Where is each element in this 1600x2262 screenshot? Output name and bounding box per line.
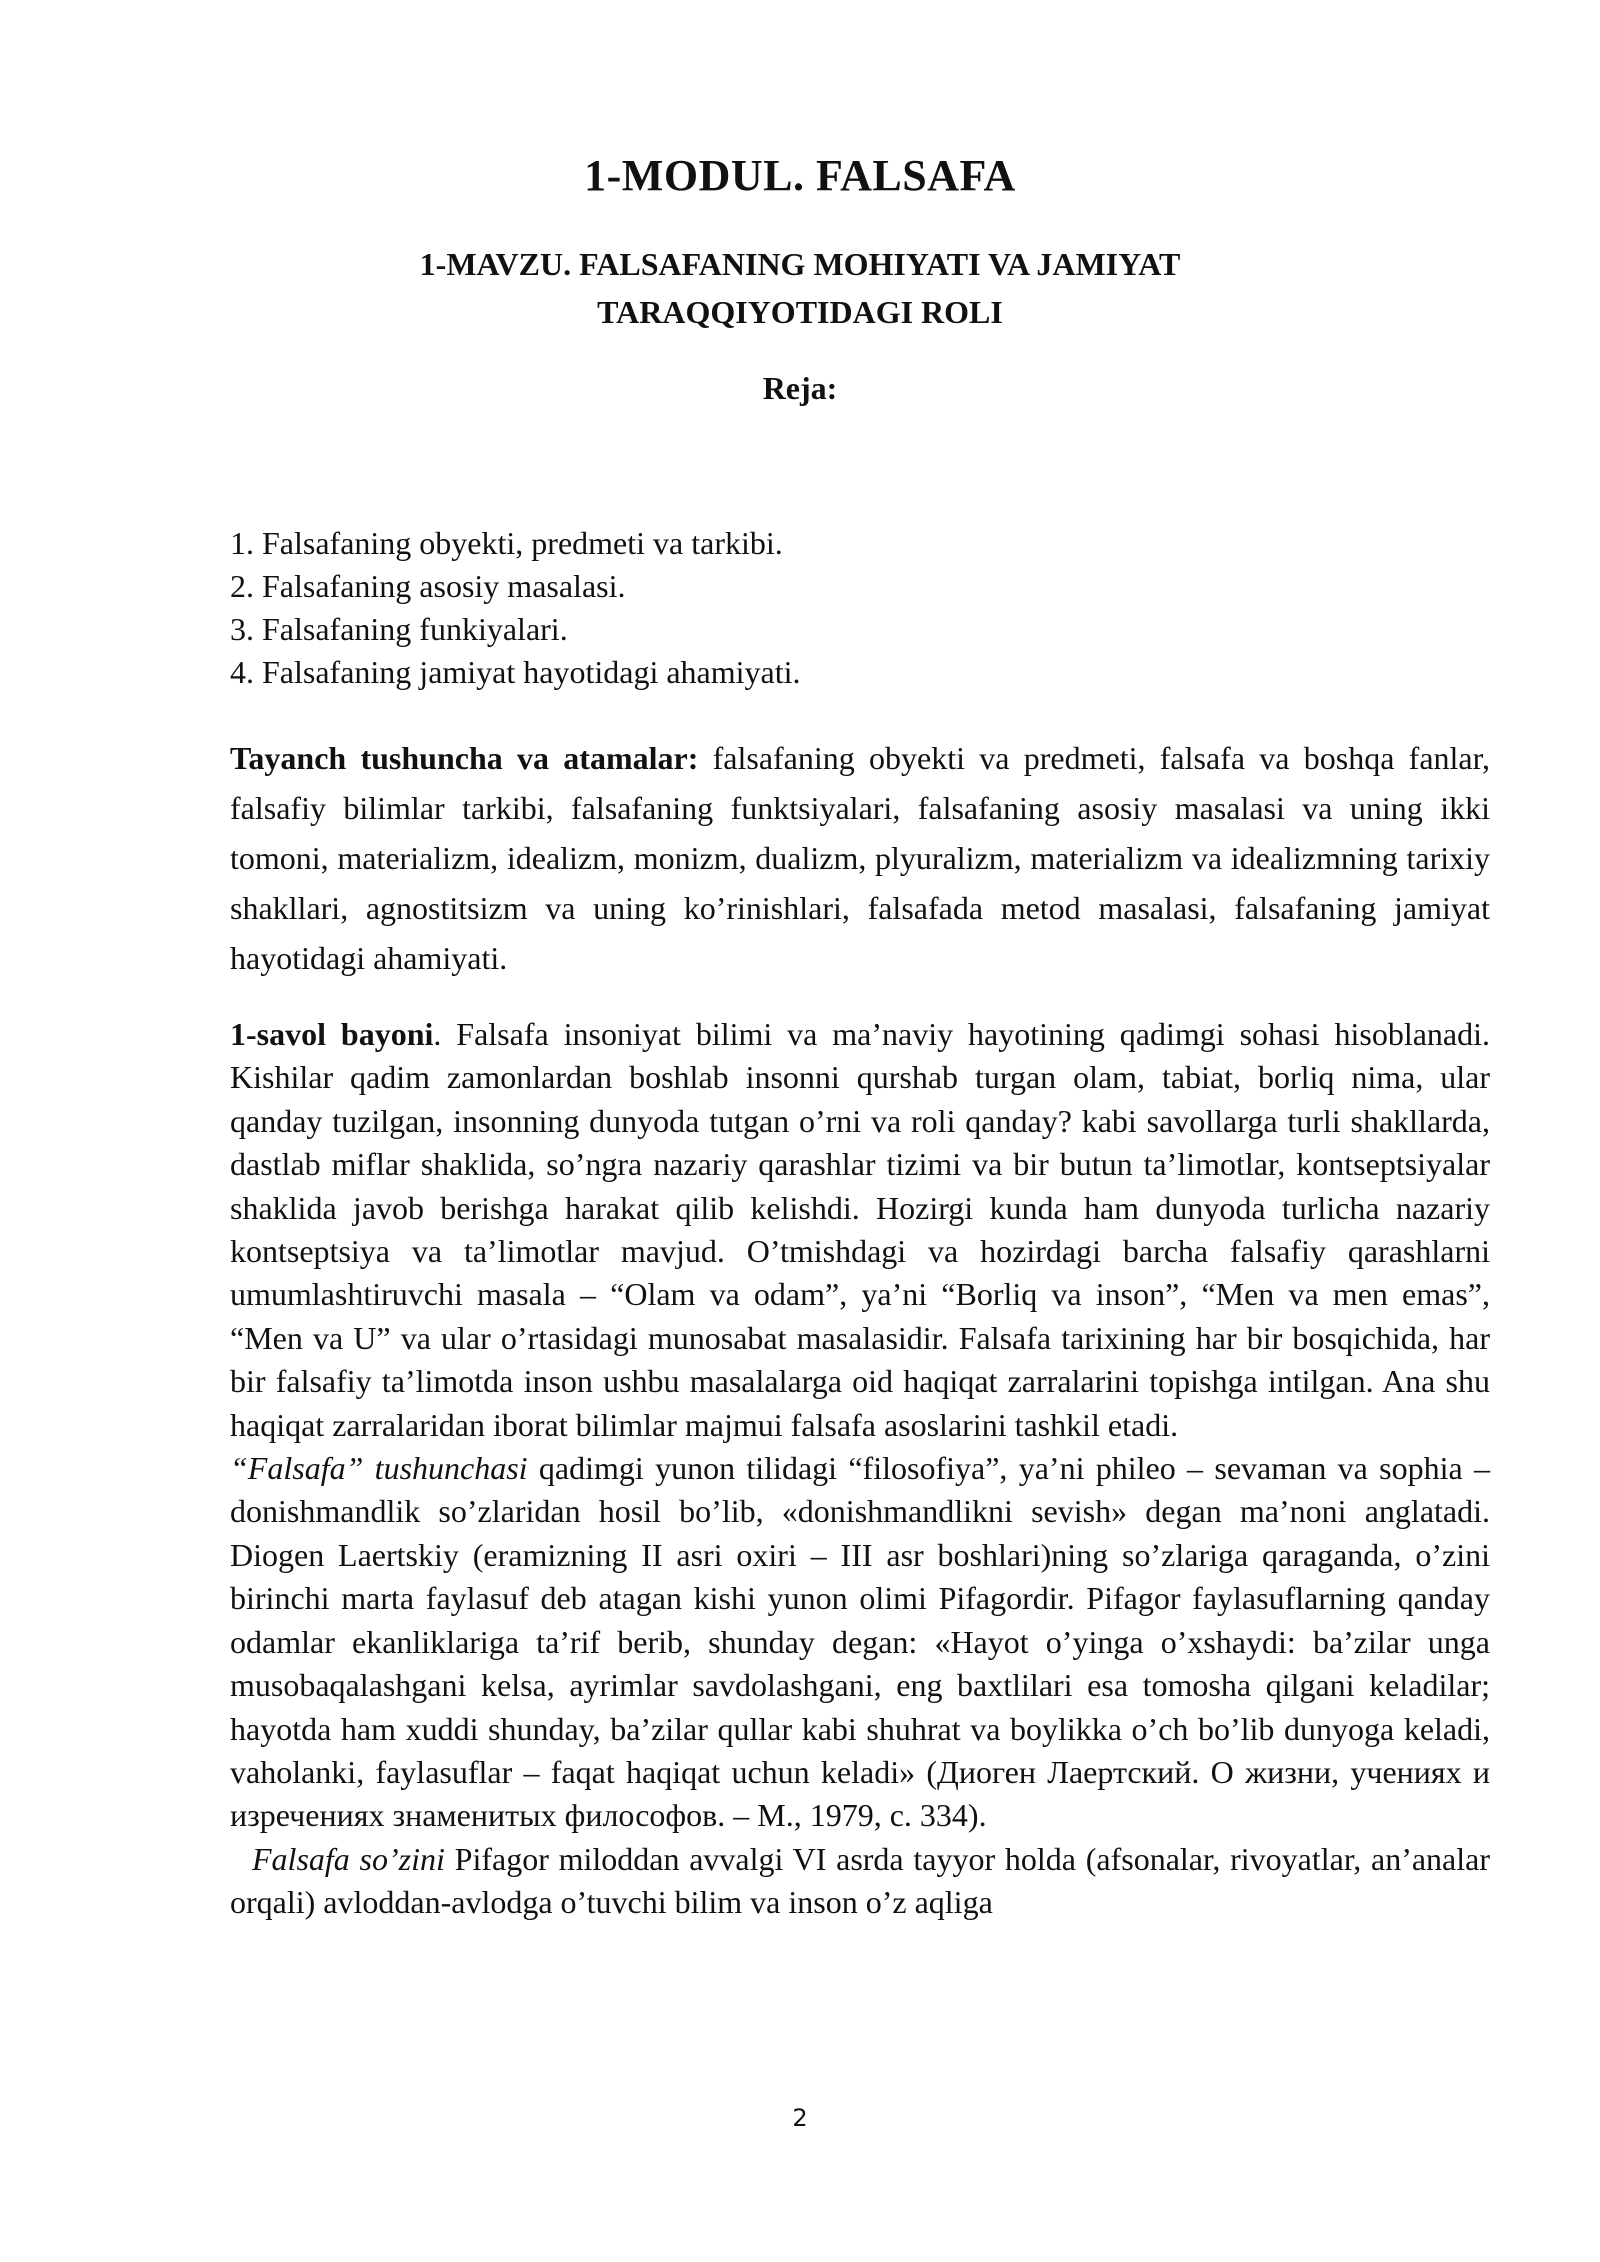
topic-title-line1: 1-MAVZU. FALSAFANING MOHIYATI VA JAMIYAT: [419, 246, 1181, 282]
topic-title: [0, 240, 1600, 336]
module-title: 1-MODUL. FALSAFA: [584, 151, 1016, 200]
page-number: 2: [792, 2104, 808, 2132]
section-1-block: [230, 1013, 1490, 1925]
falsafa-word-term: Falsafa so’zini: [252, 1840, 445, 1877]
plan-item: 3. Falsafaning funkiyalari.: [230, 611, 568, 647]
section-1-paragraph: [230, 1013, 1490, 1447]
falsafa-word-paragraph: [230, 1838, 1490, 1925]
keywords-text: falsafaning obyekti va predmeti, falsafa va boshqa fanlar, falsafiy bilimlar tarkibi, falsafaning funktsiyalari, falsafaning asosiy masalasi va uning ikki tomoni, materializm, idealizm, monizm, dualizm, plyuralizm, materializm va idealizmning tarixiy shakllari, agnostitsizm va uning ko’rinishlari, falsafada metod masalasi, falsafaning jamiyat hayotidagi ahamiyati.: [230, 740, 1491, 976]
plan-item: 1. Falsafaning obyekti, predmeti va tarkibi.: [230, 525, 783, 561]
falsafa-concept-paragraph: [230, 1447, 1490, 1838]
falsafa-concept-term: “Falsafa” tushunchasi: [230, 1450, 528, 1487]
section-1-text: . Falsafa insoniyat bilimi va ma’naviy hayotining qadimgi sohasi hisoblanadi. Kishilar qadim zamonlardan boshlab insonni qurshab turgan olam, tabiat, borliq nima, ular qanday tuzilgan, insonning dunyoda tutgan o’rni va roli qanday? kabi savollarga turli shakllarda, dastlab miflar shaklida, so’ngra nazariy qarashlar tizimi va bir butun ta’limotlar, kontseptsiyalar shaklida javob berishga harakat qilib kelishdi. Hozirgi kunda ham dunyoda turlicha nazariy kontseptsiya va ta’limotlar mavjud. O’tmishdagi va hozirdagi barcha falsafiy qarashlarni umumlashtiruvchi masala – “Olam va odam”, ya’ni “Borliq va inson”, “Men va men emas”, “Men va U” va ular o’rtasidagi munosabat masalasidir. Falsafa tarixining har bir bosqichida, har bir falsafiy ta’limotda inson ushbu masalalarga oid haqiqat zarralarini topishga intilgan. Ana shu haqiqat zarralaridan iborat bilimlar majmui falsafa asoslarini tashkil etadi.: [230, 1016, 1491, 1443]
plan-list: [230, 522, 1490, 694]
plan-item: 4. Falsafaning jamiyat hayotidagi ahamiyati.: [230, 654, 801, 690]
keywords-block: [230, 733, 1490, 983]
keywords-paragraph: [230, 733, 1490, 983]
falsafa-word-text: Pifagor miloddan avvalgi VI asrda tayyor holda (afsonalar, rivoyatlar, an’analar orqali) avloddan-avlodga o’tuvchi bilim va inson o’z aqliga: [230, 1840, 1491, 1921]
topic-title-line2: TARAQQIYOTIDAGI ROLI: [597, 294, 1003, 330]
plan-heading: Reja:: [762, 370, 838, 406]
plan-item: 2. Falsafaning asosiy masalasi.: [230, 568, 626, 604]
falsafa-concept-text: qadimgi yunon tilidagi “filosofiya”, ya’ni phileo – sevaman va sophia – donishmandlik so’zlaridan hosil bo’lib, «donishmandlikni sevish» degan ma’noni anglatadi. Diogen Laertskiy (eramizning II asri oxiri – III asr boshlari)ning so’zlariga qaraganda, o’zini birinchi marta faylasuf deb atagan kishi yunon olimi Pifagordir. Pifagor faylasuflarning qanday odamlar ekanliklariga ta’rif berib, shunday degan: «Hayot o’yinga o’xshaydi: ba’zilar unga musobaqalashgani kelsa, ayrimlar savdolashgani, eng baxtlilari esa tomosha qilgani keladilar; hayotda ham xuddi shunday, ba’zilar qullar kabi shuhrat va boylikka o’ch bo’lib dunyoga keladi, vaholanki, faylasuflar – faqat haqiqat uchun keladi» (Диоген Лаертский. О жизни, учениях и изречениях знаменитых философов. – М., 1979, с. 334).: [230, 1450, 1491, 1834]
keywords-label: Tayanch tushuncha va atamalar:: [230, 740, 699, 776]
section-1-label: 1-savol bayoni: [230, 1016, 434, 1052]
